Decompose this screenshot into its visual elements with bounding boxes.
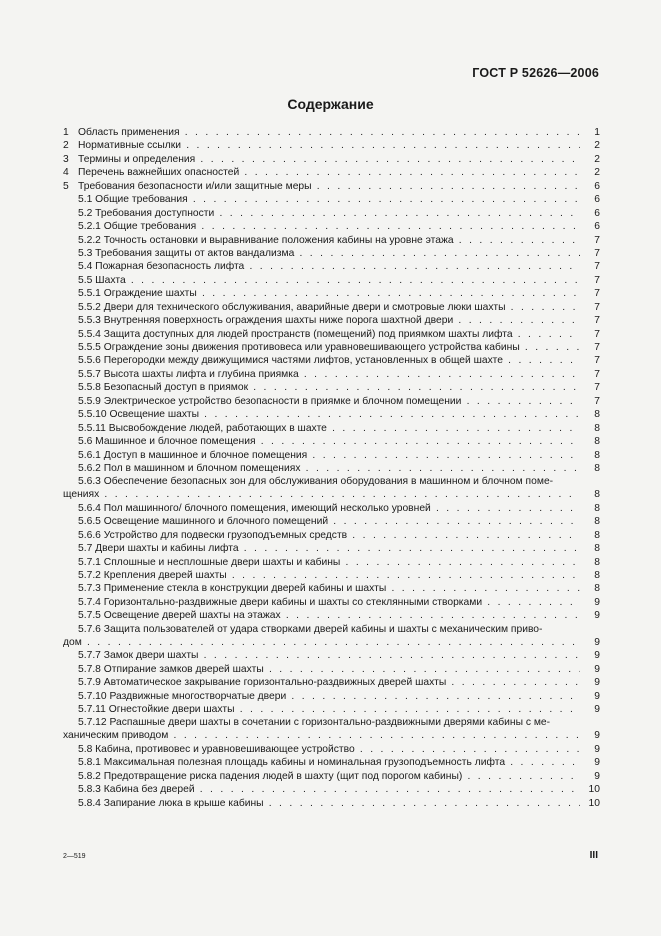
toc-entry-title: 5.7.4 Горизонтально-раздвижные двери кабины и шахты со стеклянными створками . . . (78, 596, 580, 609)
toc-entry-page: 8 (594, 449, 600, 461)
toc-entry-page: 6 (594, 221, 600, 233)
toc-entry-page: 7 (594, 247, 600, 259)
toc-entry-title: 5.6.3 Обеспечение безопасных зон для обслуживания оборудования в машинном и блочном поме- (78, 476, 554, 488)
toc-entry[interactable] (63, 449, 600, 462)
toc-entry-title: 5.5.4 Защита доступных для людей пространств (помещений) под приямком шахты лифта . . . (78, 328, 580, 341)
toc-entry[interactable] (63, 542, 600, 555)
toc-entry[interactable] (63, 247, 600, 260)
toc-entry-title: 5.5.9 Электрическое устройство безопасности в приямке и блочном помещении . . . (78, 395, 580, 408)
table-of-contents (63, 126, 600, 810)
toc-entry[interactable] (63, 341, 600, 354)
toc-entry-title: 5.5.6 Перегородки между движущимися частями лифтов, установленных в общей шахте . . . (78, 354, 580, 367)
toc-entry[interactable] (63, 716, 600, 742)
toc-entry[interactable] (63, 126, 600, 139)
toc-entry[interactable] (63, 408, 600, 421)
toc-entry-title: 5.6.5 Освещение машинного и блочного помещений . . . (78, 515, 580, 528)
toc-entry-title: 5.2.2 Точность остановки и выравнивание положения кабины на уровне этажа . . . (78, 234, 580, 247)
toc-entry-page: 8 (594, 422, 600, 434)
toc-entry-title: 5.3 Требования защиты от актов вандализма . . . (78, 247, 580, 260)
toc-entry-title: 5.8.1 Максимальная полезная площадь кабины и номинальная грузоподъемность лифта . . . (78, 756, 580, 769)
toc-entry-page: 6 (594, 194, 600, 206)
toc-entry-title-continued: ханическим приводом . . . (63, 729, 580, 742)
toc-entry[interactable] (63, 797, 600, 810)
toc-entry-title: 5.7.6 Защита пользователей от удара створками дверей кабины и шахты с механическим приво- (78, 623, 543, 635)
toc-entry-title: 5.7.11 Огнестойкие двери шахты . . . (78, 703, 580, 716)
toc-entry-title: 5.5.3 Внутренняя поверхность ограждения шахты ниже порога шахтной двери . . . (78, 314, 580, 327)
toc-entry-title: 5.6 Машинное и блочное помещения . . . (78, 435, 580, 448)
toc-entry[interactable] (63, 783, 600, 796)
toc-entry-page: 7 (594, 261, 600, 273)
toc-entry-page: 8 (594, 570, 600, 581)
toc-entry[interactable] (63, 328, 600, 341)
toc-entry[interactable] (63, 354, 600, 367)
toc-entry-title: Область применения . . . (78, 126, 580, 139)
toc-entry-page: 7 (594, 288, 600, 300)
toc-entry-page: 9 (594, 757, 600, 769)
toc-entry-page: 10 (588, 784, 600, 796)
toc-entry-page: 6 (594, 180, 600, 192)
toc-entry-page: 7 (594, 301, 600, 313)
toc-entry[interactable] (63, 756, 600, 769)
toc-entry-page: 1 (594, 127, 600, 138)
toc-entry-title-continued: дом . . . (63, 636, 580, 649)
toc-entry-page: 8 (594, 583, 600, 595)
toc-entry-title: 5.7.8 Отпирание замков дверей шахты . . . (78, 663, 580, 676)
toc-entry-page: 10 (588, 797, 600, 809)
toc-entry-title: 5.7 Двери шахты и кабины лифта . . . (78, 542, 580, 555)
toc-entry-page: 8 (594, 556, 600, 568)
toc-entry-title: 5.7.12 Распашные двери шахты в сочетании с горизонтально-раздвижными дверями кабины с ме- (78, 717, 551, 729)
toc-entry[interactable] (63, 422, 600, 435)
toc-entry-page: 9 (594, 690, 600, 702)
toc-entry-number: 2 (63, 140, 69, 152)
toc-entry-title: Требования безопасности и/или защитные меры . . . (78, 180, 580, 193)
toc-entry-page: 9 (594, 677, 600, 689)
toc-entry-number: 5 (63, 180, 69, 192)
toc-entry[interactable] (63, 220, 600, 233)
toc-entry[interactable] (63, 649, 600, 662)
toc-entry-title: 5.6.1 Доступ в машинное и блочное помещения . . . (78, 449, 580, 462)
toc-entry[interactable] (63, 690, 600, 703)
toc-entry-title: 5.8.4 Запирание люка в крыше кабины . . . (78, 797, 580, 810)
toc-entry-page: 7 (594, 328, 600, 340)
toc-entry-page: 8 (594, 462, 600, 474)
toc-entry[interactable] (63, 260, 600, 273)
toc-entry[interactable] (63, 676, 600, 689)
toc-entry-title: Перечень важнейших опасностей . . . (78, 166, 580, 179)
toc-entry[interactable] (63, 475, 600, 501)
document-code: ГОСТ Р 52626—2006 (472, 66, 599, 80)
toc-entry-page: 6 (594, 207, 600, 219)
toc-entry-page: 2 (594, 140, 600, 152)
toc-entry[interactable] (63, 368, 600, 381)
toc-entry-page: 7 (594, 395, 600, 407)
toc-entry-title: 5.6.4 Пол машинного/ блочного помещения, имеющий несколько уровней . . . (78, 502, 580, 515)
toc-entry-page: 9 (594, 650, 600, 662)
sheet-number: 2—519 (63, 853, 86, 860)
toc-entry-number: 4 (63, 167, 69, 179)
toc-entry-page: 8 (594, 502, 600, 514)
toc-entry-title: Нормативные ссылки . . . (78, 139, 580, 152)
toc-entry[interactable] (63, 207, 600, 220)
toc-entry[interactable] (63, 395, 600, 408)
toc-entry-title: 5.1 Общие требования . . . (78, 193, 580, 206)
toc-entry-page: 9 (594, 743, 600, 755)
toc-entry-title: 5.8.3 Кабина без дверей . . . (78, 783, 580, 796)
toc-entry-page: 7 (594, 315, 600, 327)
toc-entry-page: 8 (594, 436, 600, 448)
toc-entry[interactable] (63, 234, 600, 247)
toc-entry[interactable] (63, 314, 600, 327)
toc-entry-page: 9 (594, 703, 600, 715)
toc-entry-title: 5.6.2 Пол в машинном и блочном помещениях . . . (78, 462, 580, 475)
toc-entry-title: 5.7.3 Применение стекла в конструкции дверей кабины и шахты . . . (78, 582, 580, 595)
toc-entry-page: 8 (594, 489, 600, 501)
toc-entry-title: 5.5.10 Освещение шахты . . . (78, 408, 580, 421)
toc-entry-title: 5.7.2 Крепления дверей шахты . . . (78, 569, 580, 582)
toc-entry[interactable] (63, 502, 600, 515)
toc-entry-page: 9 (594, 596, 600, 608)
toc-entry[interactable] (63, 582, 600, 595)
toc-entry-title: 5.8.2 Предотвращение риска падения людей в шахту (щит под порогом кабины) . . . (78, 770, 580, 783)
toc-entry-number: 3 (63, 153, 69, 165)
toc-entry[interactable] (63, 166, 600, 179)
toc-entry-page: 7 (594, 274, 600, 286)
toc-entry-title: 5.5.8 Безопасный доступ в приямок . . . (78, 381, 580, 394)
page-number: III (589, 850, 598, 861)
toc-entry[interactable] (63, 287, 600, 300)
toc-entry[interactable] (63, 462, 600, 475)
toc-entry[interactable] (63, 180, 600, 193)
page-title: Содержание (287, 96, 374, 112)
toc-entry-page: 9 (594, 730, 600, 742)
toc-entry-title: 5.4 Пожарная безопасность лифта . . . (78, 260, 580, 273)
toc-entry-page: 7 (594, 382, 600, 394)
toc-entry[interactable] (63, 529, 600, 542)
toc-entry[interactable] (63, 301, 600, 314)
toc-entry-title: 5.5.5 Ограждение зоны движения противовеса или уравновешивающего устройства кабины . . . (78, 341, 580, 354)
toc-entry-page: 9 (594, 663, 600, 675)
toc-entry-title: 5.5.2 Двери для технического обслуживания, аварийные двери и смотровые люки шахты . . . (78, 301, 580, 314)
toc-entry[interactable] (63, 703, 600, 716)
toc-entry-title: 5.2.1 Общие требования . . . (78, 220, 580, 233)
toc-entry-page: 8 (594, 516, 600, 528)
toc-entry[interactable] (63, 381, 600, 394)
toc-entry-page: 7 (594, 234, 600, 246)
toc-entry[interactable] (63, 609, 600, 622)
toc-entry-title: 5.5 Шахта . . . (78, 274, 580, 287)
toc-entry[interactable] (63, 623, 600, 649)
toc-entry[interactable] (63, 193, 600, 206)
toc-entry[interactable] (63, 515, 600, 528)
toc-entry-title: 5.7.5 Освещение дверей шахты на этажах . . . (78, 609, 580, 622)
toc-entry-page: 8 (594, 529, 600, 541)
toc-entry[interactable] (63, 556, 600, 569)
toc-entry-title: Термины и определения . . . (78, 153, 580, 166)
toc-entry-page: 9 (594, 770, 600, 782)
toc-entry[interactable] (63, 274, 600, 287)
toc-entry-number: 1 (63, 127, 69, 138)
toc-entry-title: 5.6.6 Устройство для подвески грузоподъемных средств . . . (78, 529, 580, 542)
toc-entry-title: 5.5.7 Высота шахты лифта и глубина приямка . . . (78, 368, 580, 381)
toc-entry[interactable] (63, 743, 600, 756)
toc-entry-title: 5.5.1 Ограждение шахты . . . (78, 287, 580, 300)
toc-entry-title: 5.7.10 Раздвижные многостворчатые двери . . . (78, 690, 580, 703)
toc-entry[interactable] (63, 770, 600, 783)
toc-entry-page: 7 (594, 368, 600, 380)
toc-entry-title-continued: щениях . . . (63, 488, 580, 501)
toc-entry[interactable] (63, 663, 600, 676)
toc-entry-title: 5.7.7 Замок двери шахты . . . (78, 649, 580, 662)
toc-entry[interactable] (63, 435, 600, 448)
toc-entry-title: 5.2 Требования доступности . . . (78, 207, 580, 220)
toc-entry-page: 8 (594, 543, 600, 555)
toc-entry[interactable] (63, 153, 600, 166)
toc-entry[interactable] (63, 139, 600, 152)
toc-entry-page: 2 (594, 167, 600, 179)
toc-entry-page: 2 (594, 153, 600, 165)
toc-entry-page: 9 (594, 610, 600, 622)
toc-entry-title: 5.8 Кабина, противовес и уравновешивающее устройство . . . (78, 743, 580, 756)
toc-entry-title: 5.7.1 Сплошные и несплошные двери шахты и кабины . . . (78, 556, 580, 569)
toc-entry-page: 7 (594, 355, 600, 367)
toc-entry[interactable] (63, 596, 600, 609)
toc-entry-title: 5.5.11 Высвобождение людей, работающих в шахте . . . (78, 422, 580, 435)
toc-entry-title: 5.7.9 Автоматическое закрывание горизонтально-раздвижных дверей шахты . . . (78, 676, 580, 689)
toc-entry-page: 7 (594, 342, 600, 353)
toc-entry[interactable] (63, 569, 600, 582)
toc-entry-page: 8 (594, 409, 600, 421)
toc-entry-page: 9 (594, 636, 600, 648)
